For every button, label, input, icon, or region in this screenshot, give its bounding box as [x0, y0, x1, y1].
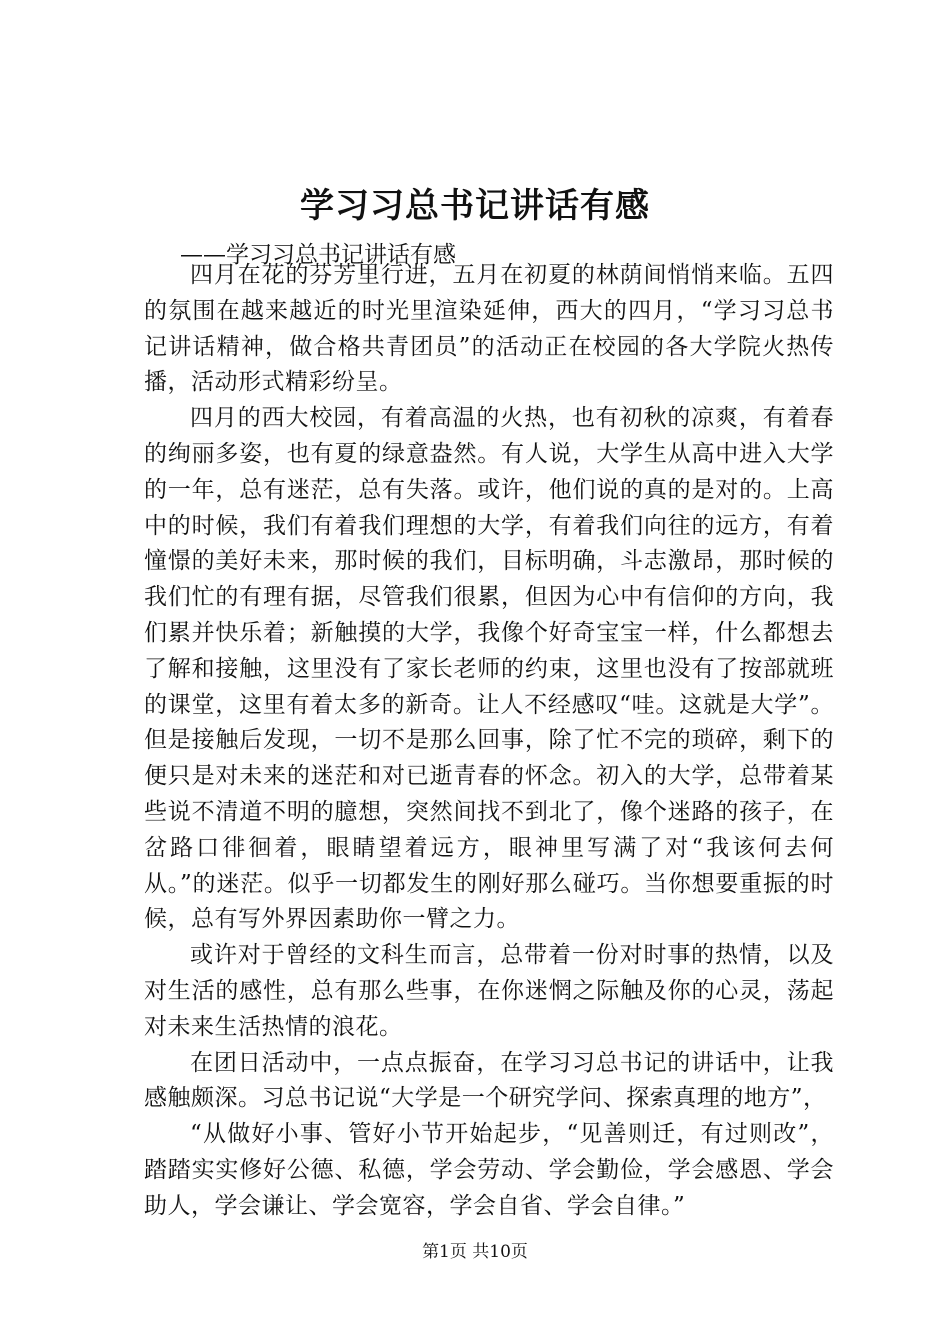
- paragraph-4: 在团日活动中，一点点振奋，在学习习总书记的讲话中，让我感触颇深。习总书记说“大学是一个研究学问、探索真理的地方”，: [144, 1049, 834, 1112]
- paragraph-5: “从做好小事、管好小节开始起步，“见善则迁，有过则改”，踏踏实实修好公德、私德，学会劳动、学会勤俭，学会感恩、学会助人，学会谦让、学会宽容，学会自省、学会自律。”: [144, 1121, 834, 1219]
- document-title: 学习习总书记讲话有感: [300, 186, 650, 226]
- document-body: [144, 258, 834, 1225]
- paragraph-3: 或许对于曾经的文科生而言，总带着一份对时事的热情，以及对生活的感性，总有那么些事，在你迷惘之际触及你的心灵，荡起对未来生活热情的浪花。: [144, 942, 834, 1040]
- paragraph-2: 四月的西大校园，有着高温的火热，也有初秋的凉爽，有着春的绚丽多姿，也有夏的绿意盎然。有人说，大学生从高中进入大学的一年，总有迷茫，总有失落。或许，他们说的真的是对的。上高中的时候，我们有着我们理想的大学，有着我们向往的远方，有着憧憬的美好未来，那时候的我们，目标明确，斗志激昂，那时候的我们忙的有理有据，尽管我们很累，但因为心中有信仰的方向，我们累并快乐着；新触摸的大学，我像个好奇宝宝一样，什么都想去了解和接触，这里没有了家长老师的约束，这里也没有了按部就班的课堂，这里有着太多的新奇。让人不经感叹“哇。这就是大学”。但是接触后发现，一切不是那么回事，除了忙不完的琐碎，剩下的便只是对未来的迷茫和对已逝青春的怀念。初入的大学，总带着某些说不清道不明的臆想，突然间找不到北了，像个迷路的孩子，在岔路口徘徊着，眼睛望着远方，眼神里写满了对“我该何去何从。”的迷茫。似乎一切都发生的刚好那么碰巧。当你想要重振的时候，总有写外界因素助你一臂之力。: [144, 405, 834, 933]
- page-number-footer: 第1页 共10页: [422, 1242, 528, 1262]
- paragraph-1: 四月在花的芬芳里行进，五月在初夏的林荫间悄悄来临。五四的氛围在越来越近的时光里渲染延伸，西大的四月，“学习习总书记讲话精神，做合格共青团员”的活动正在校园的各大学院火热传播，活动形式精彩纷呈。: [144, 262, 834, 396]
- document-subtitle: ——学习习总书记讲话有感: [180, 242, 456, 268]
